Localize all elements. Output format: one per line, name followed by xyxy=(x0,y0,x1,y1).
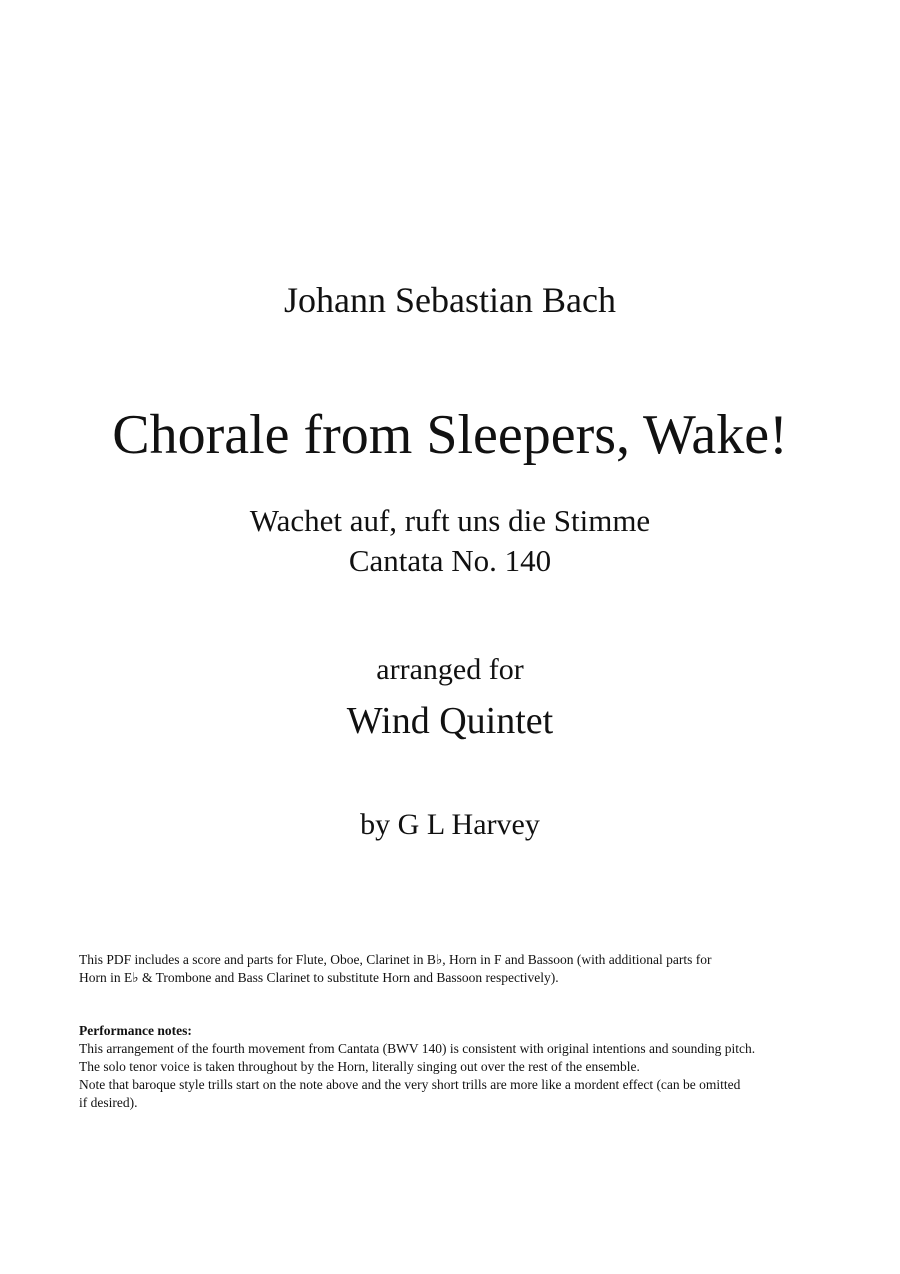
composer-name: Johann Sebastian Bach xyxy=(284,280,616,320)
included-parts-line: Horn in E♭ & Trombone and Bass Clarinet to substitute Horn and Bassoon respectively). xyxy=(79,970,559,985)
piece-subtitle: Wachet auf, ruft uns die Stimme xyxy=(249,503,651,538)
ensemble-name: Wind Quintet xyxy=(346,700,554,742)
arranger-credit: by G L Harvey xyxy=(360,808,540,841)
performance-notes-line: The solo tenor voice is taken throughout by the Horn, literally singing out over the rest of the ensemble. xyxy=(79,1059,640,1074)
piece-title: Chorale from Sleepers, Wake! xyxy=(112,404,788,466)
included-parts-note xyxy=(79,951,869,987)
included-parts-line: This PDF includes a score and parts for Flute, Oboe, Clarinet in B♭, Horn in F and Bassoon (with additional parts for xyxy=(79,952,712,967)
performance-notes-line: This arrangement of the fourth movement from Cantata (BWV 140) is consistent with original intentions and sounding pitch. xyxy=(79,1041,756,1056)
arranged-for-label: arranged for xyxy=(376,653,524,686)
performance-notes-line: if desired). xyxy=(79,1095,138,1110)
performance-notes-line: Note that baroque style trills start on the note above and the very short trills are more like a mordent effect (can be omitted xyxy=(79,1077,741,1092)
performance-notes-heading: Performance notes: xyxy=(79,1023,192,1038)
cantata-number: Cantata No. 140 xyxy=(348,543,552,578)
performance-notes xyxy=(79,1022,869,1112)
